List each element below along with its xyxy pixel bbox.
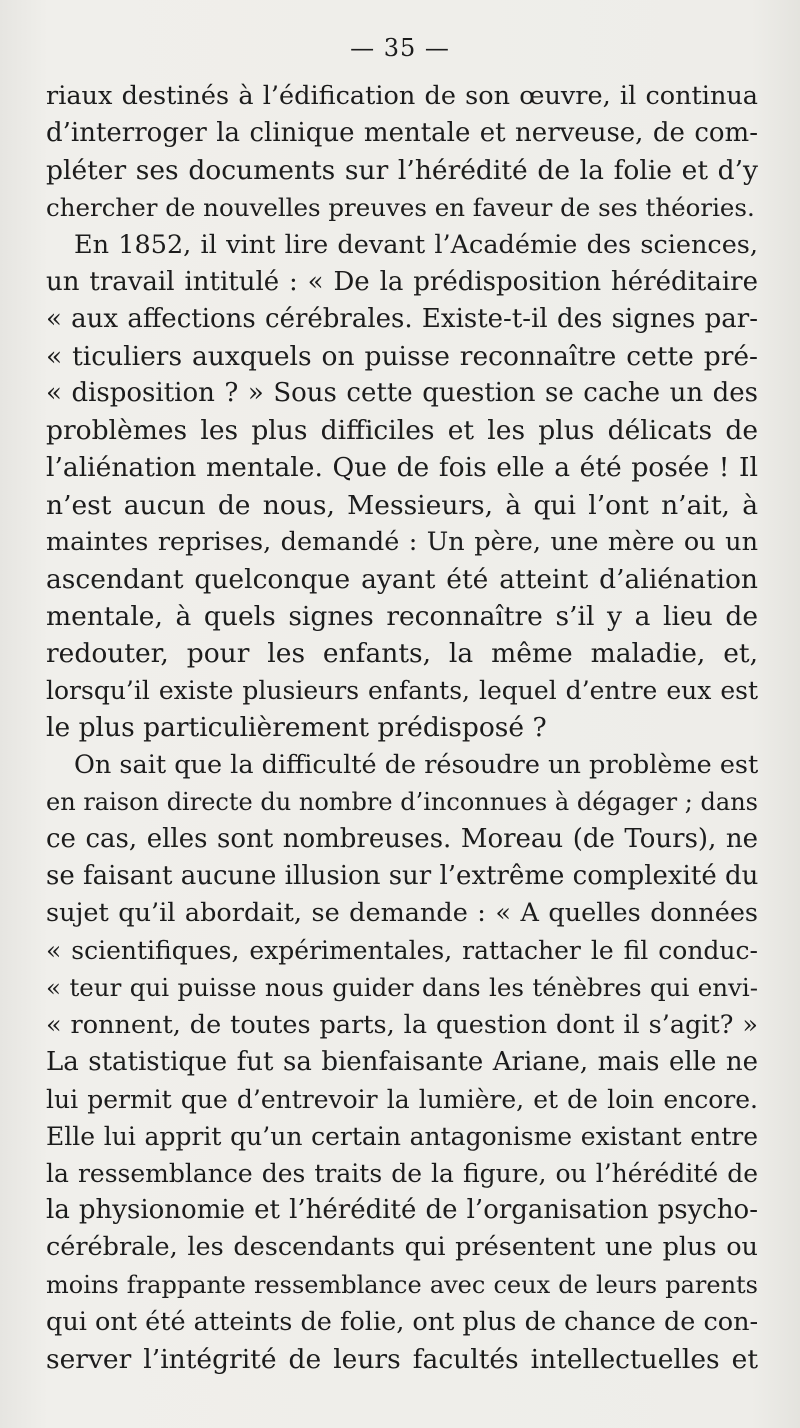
text-line: ce cas, elles sont nombreuses. Moreau (de Tours), ne [46, 823, 758, 854]
text-line: redouter, pour les enfants, la même maladie, et, [46, 638, 758, 670]
text-line: maintes reprises, demandé : Un père, une mère ou un [46, 526, 758, 557]
text-line: « ronnent, de toutes parts, la question dont il s’agit? » [46, 1009, 758, 1040]
text-line: se faisant aucune illusion sur l’extrême complexité du [46, 860, 758, 891]
text-line: d’interroger la clinique mentale et nerveuse, de com- [46, 118, 758, 149]
paragraph [46, 78, 758, 227]
text-line: En 1852, il vint lire devant l’Académie des sciences, [74, 229, 758, 260]
text-line: server l’intégrité de leurs facultés intellectuelles et [46, 1343, 758, 1375]
text-line: On sait que la difficulté de résoudre un problème est [74, 749, 758, 780]
text-line: en raison directe du nombre d’inconnues à dégager ; dans [46, 787, 758, 816]
page-number: — 35 — [350, 34, 450, 62]
text-line: moins frappante ressemblance avec ceux de leurs parents [46, 1270, 758, 1299]
text-line: cérébrale, les descendants qui présentent une plus ou [46, 1232, 758, 1263]
text-line: « disposition ? » Sous cette question se cache un des [46, 378, 758, 409]
text-line: riaux destinés à l’édification de son œuvre, il continua [46, 81, 758, 111]
text-line: la ressemblance des traits de la figure, ou l’hérédité de [46, 1159, 758, 1189]
text-line: « scientifiques, expérimentales, rattacher le fil conduc- [46, 936, 758, 966]
text-line: l’aliénation mentale. Que de fois elle a été posée ! Il [46, 452, 758, 484]
text-line: la physionomie et l’hérédité de l’organisation psycho- [46, 1195, 758, 1226]
text-line: « teur qui puisse nous guider dans les ténèbres qui envi- [46, 973, 758, 1003]
text-line: « aux affections cérébrales. Existe-t-il des signes par- [46, 303, 758, 334]
text-line: sujet qu’il abordait, se demande : « A quelles données [46, 898, 758, 929]
paragraph [46, 747, 758, 1378]
text-line: un travail intitulé : « De la prédisposition héréditaire [46, 266, 758, 297]
paragraph [46, 227, 758, 747]
text-line: problèmes les plus difficiles et les plus délicats de [46, 415, 758, 447]
text-line: Elle lui apprit qu’un certain antagonisme existant entre [46, 1121, 758, 1151]
text-line: le plus particulièrement prédisposé ? [46, 712, 547, 744]
text-line: chercher de nouvelles preuves en faveur de ses théories. [46, 193, 755, 223]
text-line: lorsqu’il existe plusieurs enfants, lequel d’entre eux est [46, 676, 758, 706]
text-line: La statistique fut sa bienfaisante Ariane, mais elle ne [46, 1046, 758, 1077]
text-line: lui permit que d’entrevoir la lumière, et de loin encore. [46, 1084, 758, 1114]
text-line: mentale, à quels signes reconnaître s’il y a lieu de [46, 600, 758, 632]
text-line: qui ont été atteints de folie, ont plus de chance de con- [46, 1306, 758, 1337]
body-text [46, 78, 758, 1378]
text-line: n’est aucun de nous, Messieurs, à qui l’ont n’ait, à [46, 489, 758, 521]
text-line: ascendant quelconque ayant été atteint d’aliénation [46, 563, 758, 595]
text-line: pléter ses documents sur l’hérédité de la folie et d’y [46, 155, 758, 187]
text-line: « ticuliers auxquels on puisse reconnaître cette pré- [46, 340, 758, 372]
